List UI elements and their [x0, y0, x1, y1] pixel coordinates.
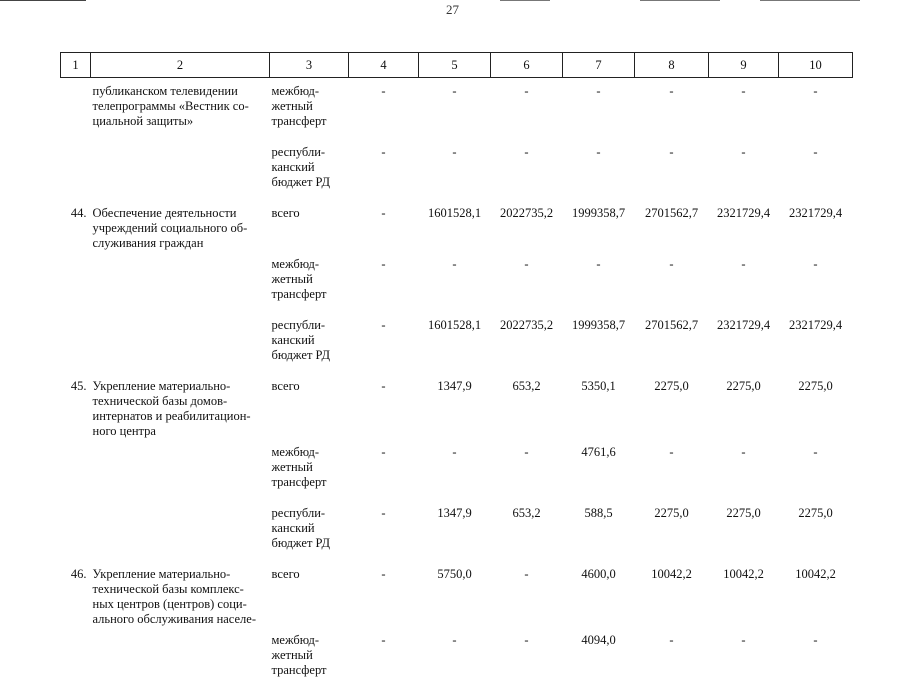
table-row [61, 500, 853, 551]
funding-source-line: межбюд- [272, 633, 349, 648]
value-cell: - [349, 439, 419, 490]
value-cell: 4600,0 [563, 561, 635, 627]
value-cell: 1601528,1 [419, 200, 491, 251]
table-row [61, 200, 853, 251]
table-header-row [61, 53, 853, 78]
value-cell: - [419, 627, 491, 678]
item-name-line: ного центра [93, 424, 270, 439]
row-spacer [61, 551, 853, 561]
value-cell: - [635, 439, 709, 490]
item-name [91, 627, 270, 678]
value-cell: - [349, 312, 419, 363]
row-spacer-cell [61, 363, 853, 373]
funding-source [270, 439, 349, 490]
value-cell: - [779, 139, 853, 190]
funding-source-line: межбюд- [272, 445, 349, 460]
row-number: 46. [61, 561, 91, 627]
value-cell: - [779, 627, 853, 678]
value-cell: - [349, 200, 419, 251]
item-name-line: технической базы домов- [93, 394, 270, 409]
value-cell: - [563, 251, 635, 302]
row-number [61, 627, 91, 678]
funding-source-line: всего [272, 206, 349, 221]
value-cell: - [491, 139, 563, 190]
funding-source [270, 373, 349, 439]
table-row [61, 139, 853, 190]
funding-source-line: всего [272, 379, 349, 394]
value-cell: - [709, 439, 779, 490]
value-cell: 1347,9 [419, 373, 491, 439]
funding-source-line: жетный [272, 99, 349, 114]
value-cell: - [709, 251, 779, 302]
value-cell: - [491, 251, 563, 302]
value-cell: 2321729,4 [709, 312, 779, 363]
value-cell: - [419, 139, 491, 190]
value-cell: 5350,1 [563, 373, 635, 439]
value-cell: 1999358,7 [563, 200, 635, 251]
funding-source-line: канский [272, 160, 349, 175]
funding-source-line: республи- [272, 318, 349, 333]
table-row [61, 439, 853, 490]
scan-edge-line [0, 0, 86, 1]
row-spacer [61, 363, 853, 373]
value-cell: 4761,6 [563, 439, 635, 490]
row-spacer [61, 190, 853, 200]
row-number [61, 78, 91, 130]
value-cell: 2275,0 [709, 500, 779, 551]
value-cell: - [709, 78, 779, 130]
value-cell: 2701562,7 [635, 200, 709, 251]
item-name-line: ных центров (центров) соци- [93, 597, 270, 612]
value-cell: - [635, 139, 709, 190]
value-cell: 2022735,2 [491, 200, 563, 251]
header-cell: 10 [779, 53, 853, 78]
value-cell: 2321729,4 [779, 312, 853, 363]
item-name-line: телепрограммы «Вестник со- [93, 99, 270, 114]
item-name-line: технической базы комплекс- [93, 582, 270, 597]
item-name-line: интернатов и реабилитацион- [93, 409, 270, 424]
header-cell: 2 [91, 53, 270, 78]
funding-source-line: бюджет РД [272, 175, 349, 190]
funding-source-line: республи- [272, 506, 349, 521]
row-spacer-cell [61, 551, 853, 561]
header-cell: 4 [349, 53, 419, 78]
value-cell: 2321729,4 [779, 200, 853, 251]
budget-table [60, 52, 853, 678]
value-cell: 1347,9 [419, 500, 491, 551]
funding-source [270, 627, 349, 678]
table-row [61, 373, 853, 439]
row-spacer [61, 302, 853, 312]
value-cell: - [349, 78, 419, 130]
funding-source-line: жетный [272, 272, 349, 287]
value-cell: - [635, 78, 709, 130]
funding-source-line: трансферт [272, 475, 349, 490]
scan-edge-line [500, 0, 550, 1]
funding-source-line: канский [272, 521, 349, 536]
item-name [91, 139, 270, 190]
value-cell: - [491, 439, 563, 490]
page-number: 27 [0, 2, 905, 18]
item-name [91, 500, 270, 551]
item-name [91, 251, 270, 302]
row-number: 45. [61, 373, 91, 439]
value-cell: - [419, 251, 491, 302]
value-cell: 653,2 [491, 373, 563, 439]
header-cell: 5 [419, 53, 491, 78]
value-cell: 2275,0 [709, 373, 779, 439]
value-cell: - [563, 78, 635, 130]
funding-source-line: республи- [272, 145, 349, 160]
table-row [61, 251, 853, 302]
funding-source [270, 561, 349, 627]
funding-source-line: жетный [272, 648, 349, 663]
value-cell: 2275,0 [779, 500, 853, 551]
value-cell: - [349, 561, 419, 627]
scan-edge-line [760, 0, 860, 1]
value-cell: - [349, 627, 419, 678]
value-cell: - [491, 78, 563, 130]
value-cell: 2275,0 [635, 500, 709, 551]
item-name [91, 373, 270, 439]
funding-source [270, 500, 349, 551]
funding-source-line: всего [272, 567, 349, 582]
item-name [91, 200, 270, 251]
header-cell: 7 [563, 53, 635, 78]
row-spacer-cell [61, 302, 853, 312]
funding-source-line: трансферт [272, 114, 349, 129]
value-cell: - [491, 561, 563, 627]
header-cell: 6 [491, 53, 563, 78]
value-cell: 5750,0 [419, 561, 491, 627]
value-cell: - [709, 627, 779, 678]
item-name [91, 561, 270, 627]
value-cell: 588,5 [563, 500, 635, 551]
table-body [61, 78, 853, 678]
item-name-line: Укрепление материально- [93, 567, 270, 582]
value-cell: - [419, 78, 491, 130]
value-cell: - [563, 139, 635, 190]
row-number: 44. [61, 200, 91, 251]
row-spacer-cell [61, 190, 853, 200]
funding-source-line: канский [272, 333, 349, 348]
value-cell: 10042,2 [635, 561, 709, 627]
value-cell: - [635, 251, 709, 302]
value-cell: 2275,0 [635, 373, 709, 439]
funding-source [270, 312, 349, 363]
header-cell: 8 [635, 53, 709, 78]
header-cell: 9 [709, 53, 779, 78]
value-cell: - [419, 439, 491, 490]
value-cell: 1999358,7 [563, 312, 635, 363]
value-cell: - [779, 251, 853, 302]
value-cell: - [491, 627, 563, 678]
item-name-line: Обеспечение деятельности [93, 206, 270, 221]
table-row [61, 561, 853, 627]
value-cell: - [709, 139, 779, 190]
item-name-line: Укрепление материально- [93, 379, 270, 394]
funding-source-line: трансферт [272, 287, 349, 302]
row-number [61, 251, 91, 302]
header-cell: 3 [270, 53, 349, 78]
item-name-line: ального обслуживания населе- [93, 612, 270, 627]
row-number [61, 500, 91, 551]
value-cell: - [635, 627, 709, 678]
value-cell: - [779, 78, 853, 130]
row-number [61, 312, 91, 363]
item-name [91, 78, 270, 130]
row-spacer [61, 129, 853, 139]
funding-source [270, 78, 349, 130]
funding-source-line: межбюд- [272, 84, 349, 99]
value-cell: - [349, 139, 419, 190]
value-cell: 10042,2 [709, 561, 779, 627]
scan-edge-line [640, 0, 720, 1]
item-name [91, 312, 270, 363]
funding-source-line: межбюд- [272, 257, 349, 272]
funding-source-line: трансферт [272, 663, 349, 678]
row-number [61, 439, 91, 490]
value-cell: 653,2 [491, 500, 563, 551]
item-name-line: учреждений социального об- [93, 221, 270, 236]
item-name-line: публиканском телевидении [93, 84, 270, 99]
row-number [61, 139, 91, 190]
value-cell: 2701562,7 [635, 312, 709, 363]
row-spacer-cell [61, 490, 853, 500]
row-spacer-cell [61, 129, 853, 139]
value-cell: - [779, 439, 853, 490]
value-cell: 1601528,1 [419, 312, 491, 363]
item-name [91, 439, 270, 490]
value-cell: 2275,0 [779, 373, 853, 439]
table-row [61, 78, 853, 130]
table-row [61, 627, 853, 678]
header-cell: 1 [61, 53, 91, 78]
funding-source-line: жетный [272, 460, 349, 475]
funding-source-line: бюджет РД [272, 348, 349, 363]
value-cell: - [349, 373, 419, 439]
value-cell: 4094,0 [563, 627, 635, 678]
value-cell: - [349, 251, 419, 302]
funding-source [270, 139, 349, 190]
table-row [61, 312, 853, 363]
item-name-line: служивания граждан [93, 236, 270, 251]
value-cell: 2022735,2 [491, 312, 563, 363]
item-name-line: циальной защиты» [93, 114, 270, 129]
value-cell: 2321729,4 [709, 200, 779, 251]
funding-source [270, 251, 349, 302]
value-cell: 10042,2 [779, 561, 853, 627]
funding-source-line: бюджет РД [272, 536, 349, 551]
row-spacer [61, 490, 853, 500]
funding-source [270, 200, 349, 251]
value-cell: - [349, 500, 419, 551]
